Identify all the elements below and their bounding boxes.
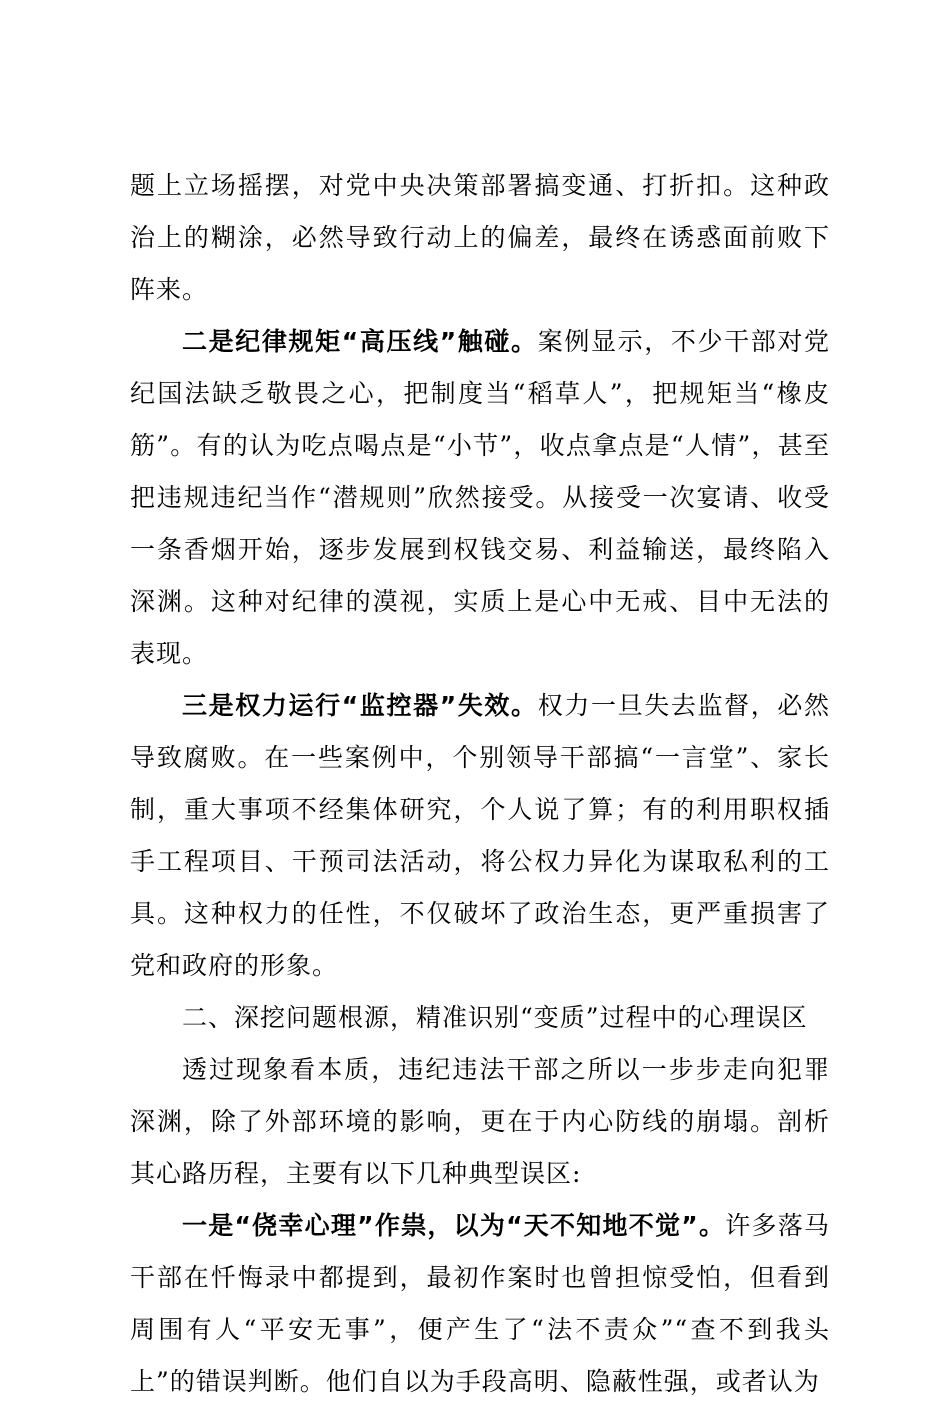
paragraph-text: 题上立场摇摆，对党中央决策部署搞变通、打折扣。这种政治上的糊涂，必然导致行动上的偏差，最终在诱惑面前败下阵来。 xyxy=(130,171,830,304)
paragraph-lead-heading: 一是“侥幸心理”作祟，以为“天不知地不觉”。 xyxy=(182,1211,726,1240)
paragraph-continuation xyxy=(130,160,830,316)
paragraph-text: 权力一旦失去监督，必然导致腐败。在一些案例中，个别领导干部搞“一言堂”、家长制，重大事项不经集体研究，个人说了算；有的利用职权插手工程项目、干预司法活动，将公权力异化为谋取私利的工具。这种权力的任性，不仅破坏了政治生态，更严重损害了党和政府的形象。 xyxy=(130,691,830,980)
paragraph-lead-heading: 二是纪律规矩“高压线”触碰。 xyxy=(182,327,538,356)
paragraph-lead-heading: 三是权力运行“监控器”失效。 xyxy=(182,691,538,720)
paragraph-text: 透过现象看本质，违纪违法干部之所以一步步走向犯罪深渊，除了外部环境的影响，更在于内心防线的崩塌。剖析其心路历程，主要有以下几种典型误区: xyxy=(130,1055,830,1188)
paragraph-root-causes xyxy=(130,1044,830,1200)
paragraph-discipline xyxy=(130,316,830,680)
paragraph-text: 案例显示，不少干部对党纪国法缺乏敬畏之心，把制度当“稻草人”，把规矩当“橡皮筋”。有的认为吃点喝点是“小节”，收点拿点是“人情”，甚至把违规违纪当作“潜规则”欣然接受。从接受一次宴请、收受一条香烟开始，逐步发展到权钱交易、利益输送，最终陷入深渊。这种对纪律的漠视，实质上是心中无戒、目中无法的表现。 xyxy=(130,327,830,668)
paragraph-text: 许多落马干部在忏悔录中都提到，最初作案时也曾担惊受怕，但看到周围有人“平安无事”，便产生了“法不责众”“查不到我头上”的错误判断。他们自以为手段高明、隐蔽性强，或者认为 xyxy=(130,1211,830,1396)
paragraph-power-supervision xyxy=(130,680,830,992)
document-body xyxy=(130,160,830,1408)
paragraph-luck-mentality xyxy=(130,1200,830,1408)
section-heading xyxy=(130,992,830,1044)
section-heading-text: 二、深挖问题根源，精准识别“变质”过程中的心理误区 xyxy=(182,1003,808,1032)
